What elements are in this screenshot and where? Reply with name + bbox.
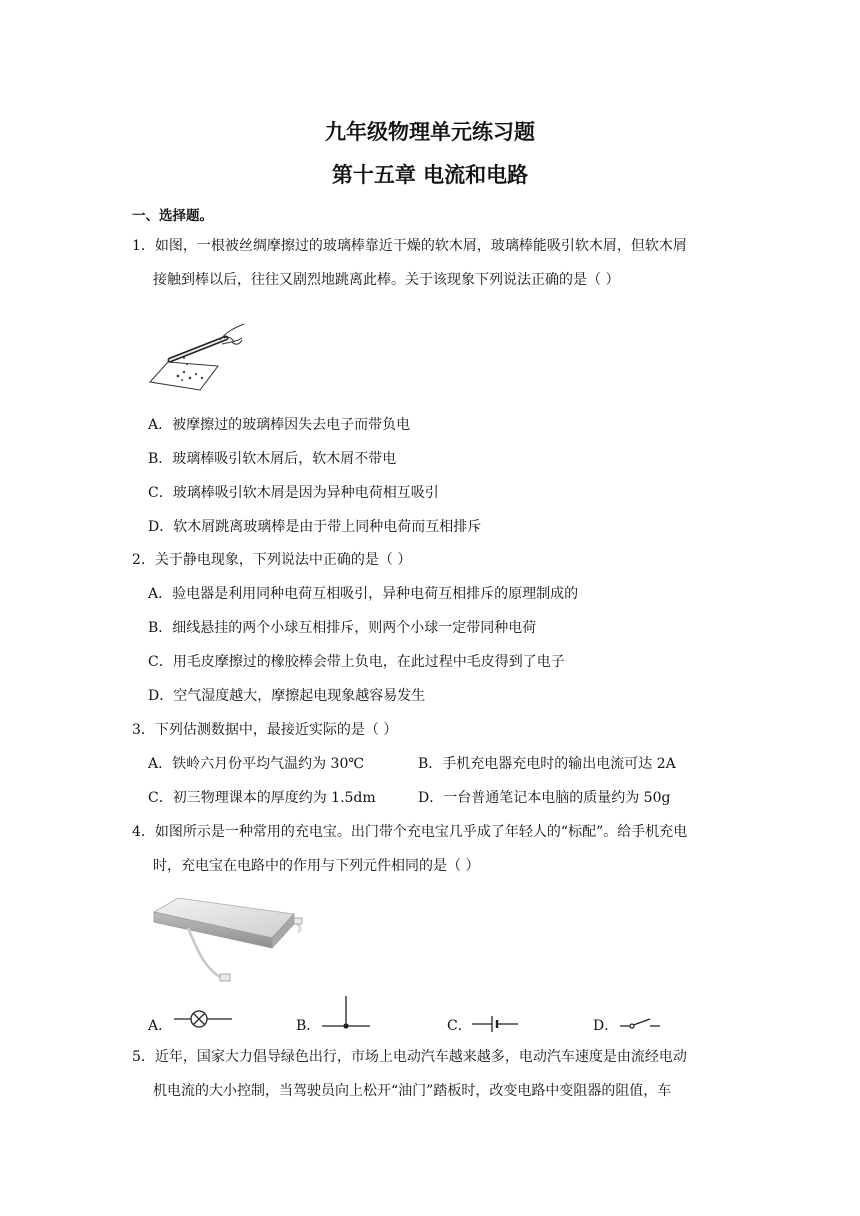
question-3-stem: 3．下列估测数据中，最接近实际的是（ ） xyxy=(132,722,398,738)
question-1-option-d: D．软木屑跳离玻璃棒是由于带上同种电荷而互相排斥 xyxy=(148,519,482,535)
chapter-title: 第十五章 电流和电路 xyxy=(331,163,529,187)
question-1-option-c: C．玻璃棒吸引软木屑是因为异种电荷相互吸引 xyxy=(148,485,439,501)
question-4-option-b: B． xyxy=(296,1018,321,1034)
power-bank-illustration xyxy=(148,892,308,992)
question-4-option-a: A． xyxy=(148,1018,173,1034)
question-1-stem: 1．如图，一根被丝绸摩擦过的玻璃棒靠近干燥的软木屑，玻璃棒能吸引软木屑，但软木屑 xyxy=(132,238,687,254)
question-4-option-d: D． xyxy=(593,1018,619,1034)
lamp-symbol-icon xyxy=(174,1006,232,1032)
question-2-option-a: A．验电器是利用同种电荷互相吸引，异种电荷互相排斥的原理制成的 xyxy=(148,586,579,602)
worksheet-title: 九年级物理单元练习题 xyxy=(325,120,535,144)
question-3-option-d: D．一台普通笔记本电脑的质量约为 50g xyxy=(418,790,671,806)
question-2-option-d: D．空气湿度越大，摩擦起电现象越容易发生 xyxy=(148,688,426,704)
section-heading: 一、选择题。 xyxy=(132,208,213,224)
question-1-option-a: A．被摩擦过的玻璃棒因失去电子而带负电 xyxy=(148,417,411,433)
question-4-stem-cont: 时，充电宝在电路中的作用与下列元件相同的是（ ） xyxy=(153,858,480,874)
question-5-stem: 5．近年，国家大力倡导绿色出行，市场上电动汽车越来越多，电动汽车速度是由流经电动 xyxy=(132,1049,687,1065)
question-1-option-b: B．玻璃棒吸引软木屑后，软木屑不带电 xyxy=(148,451,397,467)
question-1-stem-cont: 接触到棒以后，往往又剧烈地跳离此棒。关于该现象下列说法正确的是（ ） xyxy=(153,272,620,288)
switch-symbol-icon xyxy=(620,1014,660,1034)
wire-junction-symbol-icon xyxy=(322,996,370,1030)
question-2-option-b: B．细线悬挂的两个小球互相排斥，则两个小球一定带同种电荷 xyxy=(148,620,537,636)
glass-rod-wood-chips-illustration xyxy=(140,320,252,396)
question-5-stem-cont: 机电流的大小控制，当驾驶员向上松开“油门”踏板时，改变电路中变阻器的阻值，车 xyxy=(153,1083,672,1099)
question-3-option-a: A．铁岭六月份平均气温约为 30℃ xyxy=(148,756,365,772)
question-3-option-b: B．手机充电器充电时的输出电流可达 2A xyxy=(418,756,676,772)
question-4-option-c: C． xyxy=(447,1018,472,1034)
question-4-stem: 4．如图所示是一种常用的充电宝。出门带个充电宝几乎成了年轻人的“标配”。给手机充电 xyxy=(132,824,688,840)
question-2-option-c: C．用毛皮摩擦过的橡胶棒会带上负电，在此过程中毛皮得到了电子 xyxy=(148,654,565,670)
question-2-stem: 2．关于静电现象，下列说法中正确的是（ ） xyxy=(132,552,412,568)
question-3-option-c: C．初三物理课本的厚度约为 1.5dm xyxy=(148,790,376,806)
battery-symbol-icon xyxy=(472,1014,518,1034)
